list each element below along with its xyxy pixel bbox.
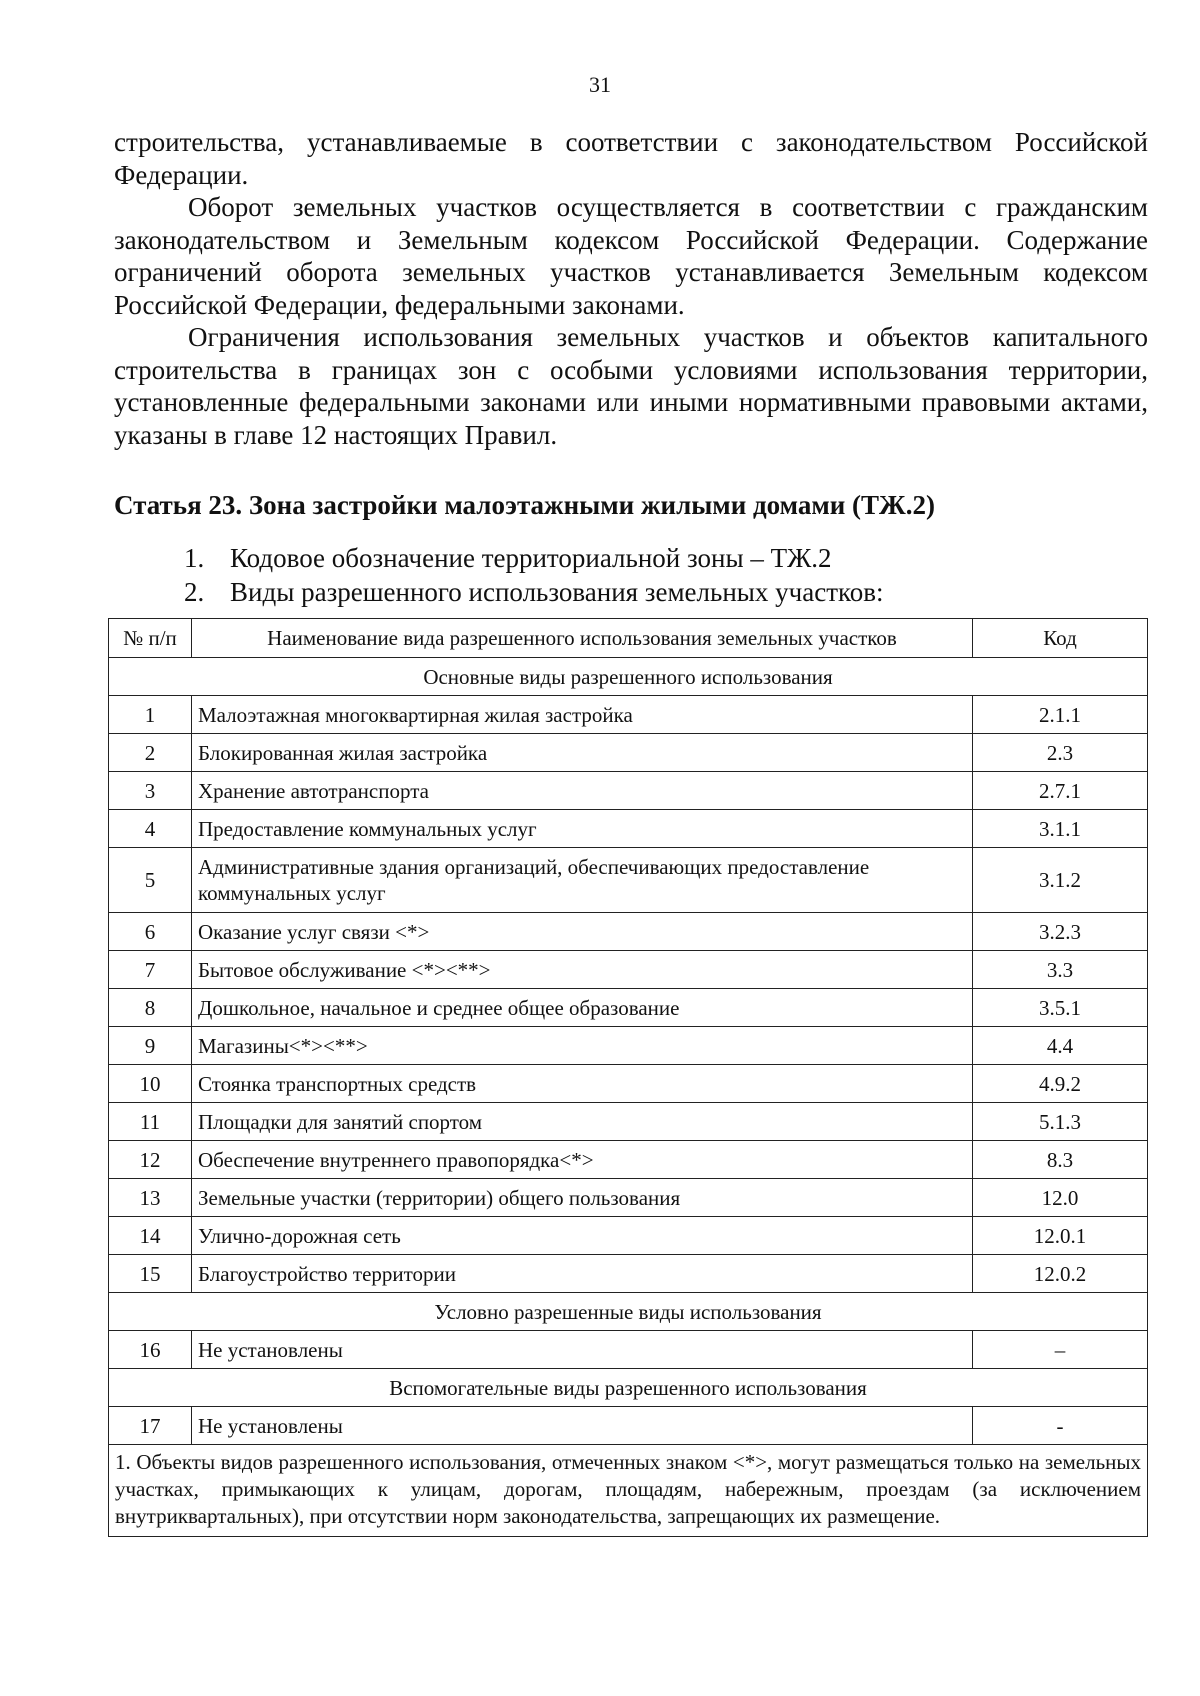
row-number: 14 bbox=[109, 1217, 192, 1255]
land-use-table bbox=[108, 618, 1148, 1537]
row-number: 8 bbox=[109, 989, 192, 1027]
row-code: 3.3 bbox=[973, 951, 1148, 989]
paragraph: Ограничения использования земельных участков и объектов капитального строительства в границах зон с особыми условиями использования территории, установленные федеральными законами или иными нормативными правовыми актами, указаны в главе 12 настоящих Правил. bbox=[114, 322, 1148, 450]
row-number: 3 bbox=[109, 772, 192, 810]
table-row bbox=[109, 1407, 1148, 1445]
table-row bbox=[109, 1179, 1148, 1217]
table-row bbox=[109, 1027, 1148, 1065]
row-name: Улично-дорожная сеть bbox=[192, 1217, 973, 1255]
section-title: Вспомогательные виды разрешенного использования bbox=[109, 1369, 1148, 1407]
table-row bbox=[109, 1065, 1148, 1103]
row-number: 15 bbox=[109, 1255, 192, 1293]
table-row bbox=[109, 772, 1148, 810]
table-row bbox=[109, 848, 1148, 913]
row-name: Хранение автотранспорта bbox=[192, 772, 973, 810]
table-row bbox=[109, 1255, 1148, 1293]
table-row bbox=[109, 1331, 1148, 1369]
paragraph: строительства, устанавливаемые в соответствии с законодательством Российской Федерации. bbox=[114, 127, 1148, 190]
table-row bbox=[109, 913, 1148, 951]
numbered-item bbox=[184, 541, 1084, 575]
table-row bbox=[109, 696, 1148, 734]
row-code: 2.7.1 bbox=[973, 772, 1148, 810]
header-number: № п/п bbox=[109, 619, 192, 658]
row-code: 8.3 bbox=[973, 1141, 1148, 1179]
row-name: Оказание услуг связи <*> bbox=[192, 913, 973, 951]
row-code: 12.0 bbox=[973, 1179, 1148, 1217]
row-name: Земельные участки (территории) общего пользования bbox=[192, 1179, 973, 1217]
footnote-row bbox=[109, 1445, 1148, 1537]
row-name: Административные здания организаций, обеспечивающих предоставление коммунальных услуг bbox=[192, 848, 973, 913]
row-name: Стоянка транспортных средств bbox=[192, 1065, 973, 1103]
table-footnote: 1. Объекты видов разрешенного использования, отмеченных знаком <*>, могут размещаться только на земельных участках, примыкающих к улицам, дорогам, площадям, набережным, проездам (за исключением внутриквартальных), при отсутствии норм законодательства, запрещающих их размещение. bbox=[109, 1445, 1148, 1537]
row-code: 3.1.2 bbox=[973, 848, 1148, 913]
row-number: 10 bbox=[109, 1065, 192, 1103]
row-number: 5 bbox=[109, 848, 192, 913]
paragraph: Оборот земельных участков осуществляется в соответствии с гражданским законодательством и Земельным кодексом Российской Федерации. Содержание ограничений оборота земельных участков устанавливается Земельным кодексом Российской Федерации, федеральными законами. bbox=[114, 192, 1148, 320]
row-code: 12.0.1 bbox=[973, 1217, 1148, 1255]
row-number: 1 bbox=[109, 696, 192, 734]
row-number: 16 bbox=[109, 1331, 192, 1369]
row-name: Обеспечение внутреннего правопорядка<*> bbox=[192, 1141, 973, 1179]
row-name: Не установлены bbox=[192, 1407, 973, 1445]
item-text: Кодовое обозначение территориальной зоны – ТЖ.2 bbox=[230, 543, 832, 573]
item-text: Виды разрешенного использования земельных участков: bbox=[230, 577, 884, 607]
row-name: Благоустройство территории bbox=[192, 1255, 973, 1293]
row-name: Площадки для занятий спортом bbox=[192, 1103, 973, 1141]
table-row bbox=[109, 1141, 1148, 1179]
row-name: Блокированная жилая застройка bbox=[192, 734, 973, 772]
row-code: 3.1.1 bbox=[973, 810, 1148, 848]
section-row bbox=[109, 1293, 1148, 1331]
row-name: Бытовое обслуживание <*><**> bbox=[192, 951, 973, 989]
row-code: 12.0.2 bbox=[973, 1255, 1148, 1293]
table-row bbox=[109, 951, 1148, 989]
row-code: - bbox=[973, 1407, 1148, 1445]
table-row bbox=[109, 989, 1148, 1027]
row-number: 7 bbox=[109, 951, 192, 989]
row-number: 6 bbox=[109, 913, 192, 951]
table-row bbox=[109, 1103, 1148, 1141]
table-row bbox=[109, 734, 1148, 772]
row-number: 2 bbox=[109, 734, 192, 772]
section-title: Основные виды разрешенного использования bbox=[109, 658, 1148, 696]
table-row bbox=[109, 810, 1148, 848]
row-name: Не установлены bbox=[192, 1331, 973, 1369]
row-number: 4 bbox=[109, 810, 192, 848]
numbered-list bbox=[184, 541, 1084, 609]
item-number: 1. bbox=[184, 543, 205, 573]
page-number: 31 bbox=[589, 72, 611, 97]
row-code: 5.1.3 bbox=[973, 1103, 1148, 1141]
row-number: 11 bbox=[109, 1103, 192, 1141]
numbered-item bbox=[184, 575, 1084, 609]
row-number: 12 bbox=[109, 1141, 192, 1179]
row-number: 17 bbox=[109, 1407, 192, 1445]
table-row bbox=[109, 1217, 1148, 1255]
row-name: Магазины<*><**> bbox=[192, 1027, 973, 1065]
row-number: 13 bbox=[109, 1179, 192, 1217]
header-code: Код bbox=[973, 619, 1148, 658]
row-code: 2.1.1 bbox=[973, 696, 1148, 734]
row-code: 3.5.1 bbox=[973, 989, 1148, 1027]
row-name: Малоэтажная многоквартирная жилая застройка bbox=[192, 696, 973, 734]
section-row bbox=[109, 1369, 1148, 1407]
section-title: Условно разрешенные виды использования bbox=[109, 1293, 1148, 1331]
row-code: – bbox=[973, 1331, 1148, 1369]
row-name: Предоставление коммунальных услуг bbox=[192, 810, 973, 848]
row-code: 4.9.2 bbox=[973, 1065, 1148, 1103]
row-code: 4.4 bbox=[973, 1027, 1148, 1065]
row-code: 3.2.3 bbox=[973, 913, 1148, 951]
article-title: Статья 23. Зона застройки малоэтажными жилыми домами (ТЖ.2) bbox=[114, 490, 935, 520]
item-number: 2. bbox=[184, 577, 205, 607]
header-name: Наименование вида разрешенного использования земельных участков bbox=[192, 619, 973, 658]
section-row bbox=[109, 658, 1148, 696]
row-name: Дошкольное, начальное и среднее общее образование bbox=[192, 989, 973, 1027]
row-number: 9 bbox=[109, 1027, 192, 1065]
row-code: 2.3 bbox=[973, 734, 1148, 772]
header-row bbox=[109, 619, 1148, 658]
body-text bbox=[114, 126, 1148, 451]
